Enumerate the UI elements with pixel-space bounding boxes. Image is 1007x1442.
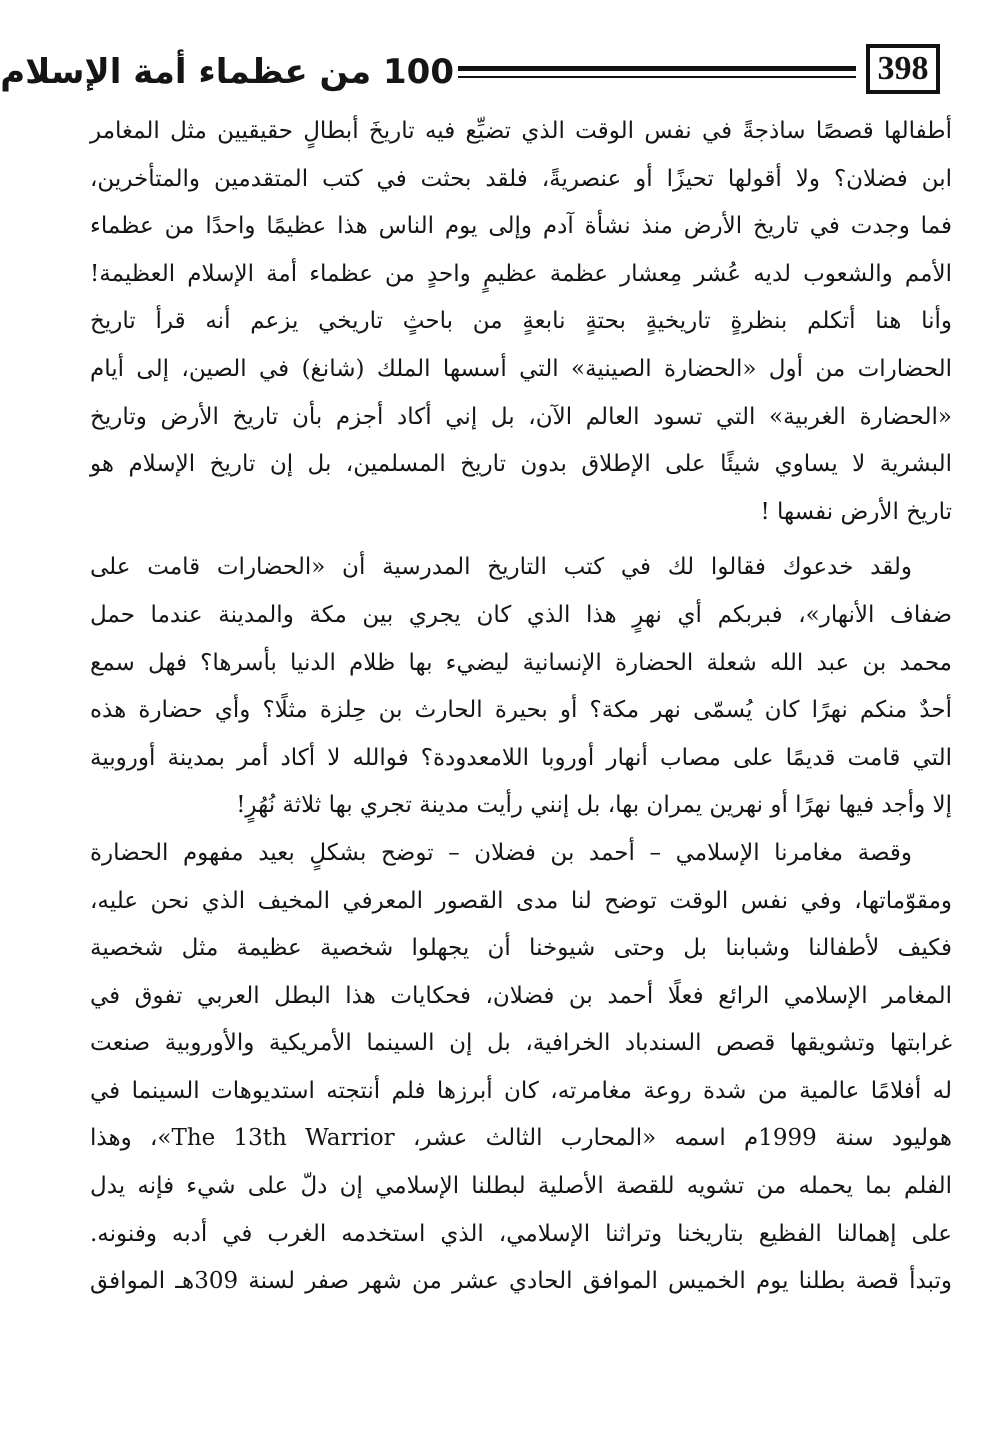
text-line: ومقوّماتها، وفي نفس الوقت توضح لنا مدى القصور المعرفي المخيف الذي نحن عليه، [90,887,952,914]
paragraph-gap [90,536,952,544]
text-line: محمد بن عبد الله شعلة الحضارة الإنسانية ليضيء بها ظلام الدنيا بأسرها؟ فهل سمع [90,649,952,676]
text-line: ابن فضلان؟ ولا أقولها تحيزًا أو عنصريةً، فلقد بحثت في كتب المتقدمين والمتأخرين، [90,165,952,192]
text-line: التي قامت قديمًا على مصاب أنهار أوروبا اللامعدودة؟ فوالله لا أكاد أمر بمدينة أوروبية [90,744,952,771]
text-line: ضفاف الأنهار»، فبربكم أي نهرٍ هذا الذي كان يجري بين مكة والمدينة عندما حمل [90,601,952,628]
text-line: ولقد خدعوك فقالوا لك في كتب التاريخ المدرسية أن «الحضارات قامت على [90,554,912,581]
text-line: تاريخ الأرض نفسها ! [760,498,952,525]
text-line: الحضارات من أول «الحضارة الصينية» التي أسسها الملك (شانغ) في الصين، إلى أيام [90,355,952,382]
book-title: 100 من عظماء أمة الإسلام [0,52,454,92]
paragraph [90,544,952,830]
text-line: إلا وأجد فيها نهرًا أو نهرين يمران بها، بل إنني رأيت مدينة تجري بها ثلاثة نُهُرٍ! [236,792,952,819]
text-line: البشرية لا يساوي شيئًا على الإطلاق بدون تاريخ المسلمين، بل إن تاريخ الإسلام هو [90,451,952,478]
text-line: هوليود سنة 1999م اسمه «المحارب الثالث عشر، The 13th Warrior»، وهذا [90,1125,953,1152]
page-number: 398 [866,44,940,94]
page-header [0,44,954,104]
text-line: على إهمالنا الفظيع بتاريخنا وتراثنا الإسلامي، الذي استخدمه الغرب في أدبه وفنونه. [90,1220,952,1247]
text-line: أحدٌ منكم نهرًا كان يُسمّى نهر مكة؟ أو بحيرة الحارث بن حِلزة مثلًا؟ وأي حضارة هذه [90,697,952,724]
text-line: وقصة مغامرنا الإسلامي – أحمد بن فضلان – توضح بشكلٍ بعيد مفهوم الحضارة [90,839,912,866]
text-line: المغامر الإسلامي الرائع فعلًا أحمد بن فضلان، فحكايات هذا البطل العربي تفوق في [90,982,952,1009]
text-line: غرابتها وتشويقها قصص السندباد الخرافية، بل إن السينما الأمريكية والأوروبية صنعت [90,1030,952,1057]
header-divider-rule [458,66,856,78]
paragraph [90,108,952,536]
text-line: فما وجدت في تاريخ الأرض منذ نشأة آدم وإلى يوم الناس هذا عظيمًا واحدًا من عظماء [90,213,952,240]
text-line: الأمم والشعوب لديه عُشر مِعشار عظمة عظيمٍ واحدٍ من عظماء أمة الإسلام العظيمة! [90,260,952,287]
text-line: الفلم بما يحمله من تشويه للقصة الأصلية لبطلنا الإسلامي إن دلّ على شيء فإنه يدل [90,1173,952,1200]
text-line: له أفلامًا عالمية من شدة روعة مغامرته، كان أبرزها فلم أنتجته استديوهات السينما في [90,1077,952,1104]
text-line: وتبدأ قصة بطلنا يوم الخميس الموافق الحادي عشر من شهر صفر لسنة 309هـ الموافق [90,1268,952,1295]
body-text [90,108,952,1306]
text-line: فكيف لأطفالنا وشبابنا بل وحتى شيوخنا أن يجهلوا شخصية عظيمة مثل شخصية [90,935,952,962]
text-line: وأنا هنا أتكلم بنظرةٍ تاريخيةٍ بحتةٍ نابعةٍ من باحثٍ تاريخي يزعم أنه قرأ تاريخ [90,308,952,335]
paragraph [90,830,952,1306]
text-line: أطفالها قصصًا ساذجةً في نفس الوقت الذي تضيِّع فيه تاريخَ أبطالٍ حقيقيين مثل المغامر [90,118,952,144]
text-line: «الحضارة الغربية» التي تسود العالم الآن، بل إني أكاد أجزم بأن تاريخ الأرض وتاريخ [90,403,952,430]
